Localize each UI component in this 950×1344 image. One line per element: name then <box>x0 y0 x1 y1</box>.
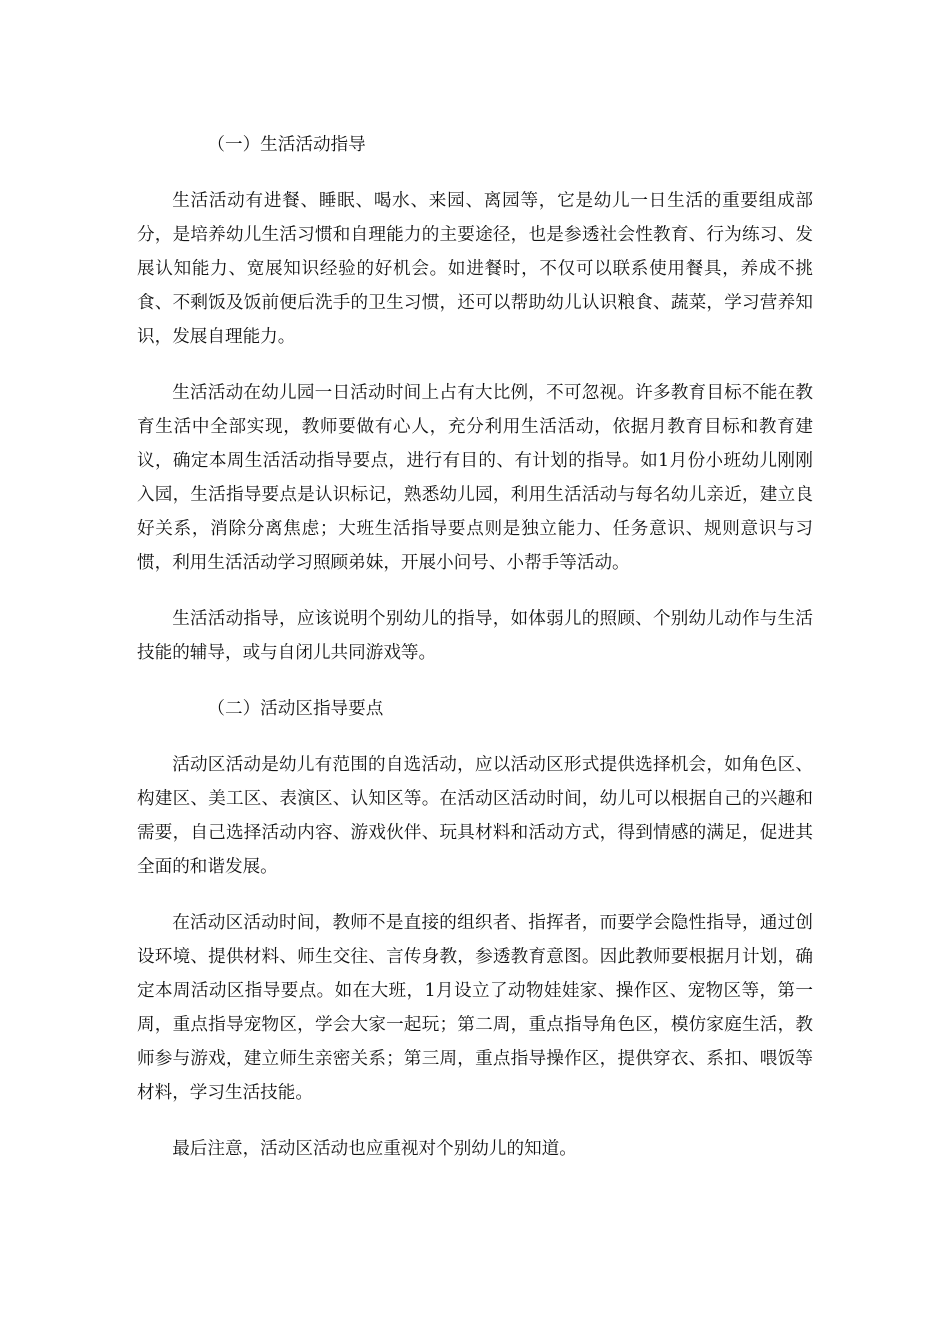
paragraph-activity-area-overview: 活动区活动是幼儿有范围的自选活动，应以活动区形式提供选择机会，如角色区、构建区、美工区、表演区、认知区等。在活动区活动时间，幼儿可以根据自己的兴趣和需要，自己选择活动内容、游戏伙伴、玩具材料和活动方式，得到情感的满足，促进其全面的和谐发展。 <box>137 755 813 877</box>
paragraph-life-activity-overview: 生活活动有进餐、睡眠、喝水、来园、离园等，它是幼儿一日生活的重要组成部分，是培养幼儿生活习惯和自理能力的主要途径，也是参透社会性教育、行为练习、发展认知能力、宽展知识经验的好机会。如进餐时，不仅可以联系使用餐具，养成不挑食、不剩饭及饭前便后洗手的卫生习惯，还可以帮助幼儿认识粮食、蔬菜，学习营养知识，发展自理能力。 <box>137 191 813 347</box>
paragraph-individual-guidance: 生活活动指导，应该说明个别幼儿的指导，如体弱儿的照顾、个别幼儿动作与生活技能的辅导，或与自闭儿共同游戏等。 <box>137 609 813 663</box>
paragraph-life-activity-proportion: 生活活动在幼儿园一日活动时间上占有大比例，不可忽视。许多教育目标不能在教育生活中全部实现，教师要做有心人，充分利用生活活动，依据月教育目标和教育建议，确定本周生活活动指导要点，进行有目的、有计划的指导。如1月份小班幼儿刚刚入园，生活指导要点是认识标记，熟悉幼儿园，利用生活活动与每名幼儿亲近，建立良好关系，消除分离焦虑；大班生活指导要点则是独立能力、任务意识、规则意识与习惯，利用生活活动学习照顾弟妹，开展小问号、小帮手等活动。 <box>137 383 813 573</box>
paragraph-teacher-role: 在活动区活动时间，教师不是直接的组织者、指挥者，而要学会隐性指导，通过创设环境、提供材料、师生交往、言传身教，参透教育意图。因此教师要根据月计划，确定本周活动区指导要点。如在大班，1月设立了动物娃娃家、操作区、宠物区等，第一周，重点指导宠物区，学会大家一起玩；第二周，重点指导角色区，模仿家庭生活，教师参与游戏，建立师生亲密关系；第三周，重点指导操作区，提供穿衣、系扣、喂饭等材料，学习生活技能。 <box>137 913 813 1103</box>
section-heading-life-activity: （一）生活活动指导 <box>207 135 366 155</box>
document-body <box>137 128 813 1166</box>
paragraph-final-note: 最后注意，活动区活动也应重视对个别幼儿的知道。 <box>172 1139 577 1159</box>
section-heading-activity-area: （二）活动区指导要点 <box>207 699 384 719</box>
